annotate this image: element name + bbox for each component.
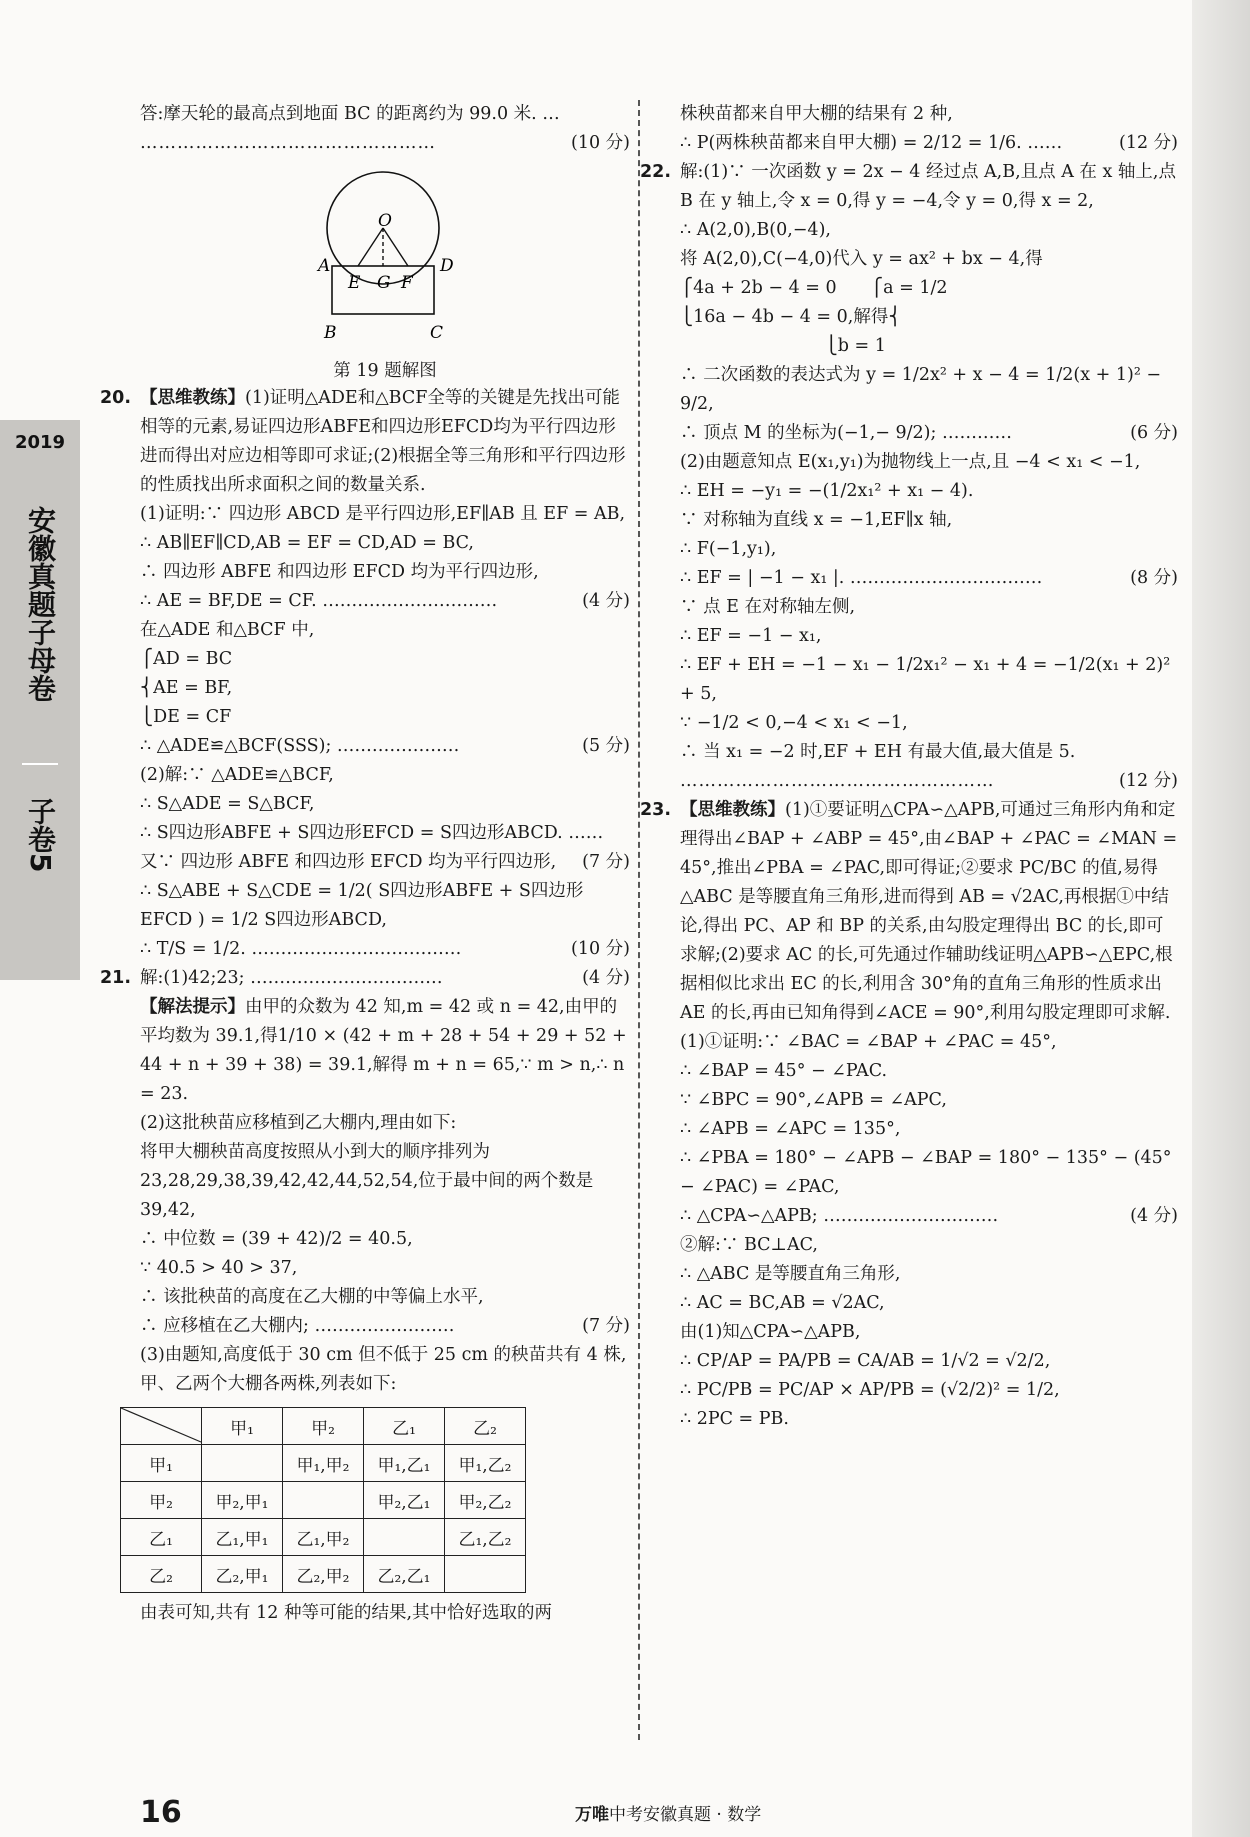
q23-j: 由(1)知△CPA∽△APB, <box>680 1322 861 1342</box>
q20-f1: ⎧AD = BC <box>140 649 233 669</box>
r2: ∴ P(两株秧苗都来自甲大棚) = 2/12 = 1/6. …… <box>680 133 1063 153</box>
label-C: C <box>430 323 444 343</box>
label-F: F <box>401 273 413 293</box>
table-row <box>121 1519 526 1556</box>
q20-f2: ⎨AE = BF, <box>140 678 233 698</box>
answer-line: 答:摩天轮的最高点到地面 BC 的距离约为 99.0 米. … <box>140 104 560 124</box>
footer-brand: 万唯 <box>575 1805 609 1825</box>
table-cell <box>283 1482 364 1519</box>
table-header: 甲₁ <box>202 1408 283 1445</box>
q21-c: 将甲大棚秧苗高度按照从小到大的顺序排列为 23,28,29,38,39,42,42,44,52,54,位于最中间的两个数是 39,42, <box>140 1142 594 1220</box>
row-header: 甲₂ <box>121 1482 202 1519</box>
q21-g-line <box>140 1312 630 1341</box>
table-cell: 甲₁,乙₂ <box>445 1445 526 1482</box>
q22-a: 解:(1)∵ 一次函数 y = 2x − 4 经过点 A,B,且点 A 在 x 轴上,点 B 在 y 轴上,令 x = 0,得 y = −4,令 y = 0,得 x = 2, <box>680 162 1176 211</box>
q20-d-score: (4 分) <box>582 591 630 611</box>
table-cell: 甲₂,乙₁ <box>364 1482 445 1519</box>
table-header: 乙₂ <box>445 1408 526 1445</box>
q23-hint-tag: 【思维教练】 <box>680 800 785 820</box>
label-O: O <box>378 211 392 231</box>
q23-l: ∴ PC/PB = PC/AP × AP/PB = (√2/2)² = 1/2, <box>680 1380 1060 1400</box>
q20-l: ∴ S△ABE + S△CDE = 1/2( S四边形ABFE + S四边形EFCD ) = 1/2 S四边形ABCD, <box>140 881 584 930</box>
q22-m-score: (8 分) <box>1130 568 1178 588</box>
q23-f-score: (4 分) <box>1130 1206 1178 1226</box>
q20-c: ∴ 四边形 ABFE 和四边形 EFCD 均为平行四边形, <box>140 562 539 582</box>
table-cell <box>202 1445 283 1482</box>
table-row <box>121 1445 526 1482</box>
q21-h: (3)由题知,高度低于 30 cm 但不低于 25 cm 的秧苗共有 4 株,甲、乙两个大棚各两株,列表如下: <box>140 1345 627 1394</box>
q20-hint <box>100 384 630 500</box>
page-number: 16 <box>140 1795 182 1830</box>
q22-l: ∴ F(−1,y₁), <box>680 539 777 559</box>
r1: 株秧苗都来自甲大棚的结果有 2 种, <box>680 104 953 124</box>
q21-g-score: (7 分) <box>582 1316 630 1336</box>
right-column <box>640 100 1178 1434</box>
q21-hint-text: 由甲的众数为 42 知,m = 42 或 n = 42,由甲的平均数为 39.1,得1/10 × (42 + m + 28 + 54 + 29 + 52 + 44 + n + 39 + 38) = 39.1,解得 m + n = 65,∵ m > n,∴ n = 23. <box>140 997 627 1104</box>
q22-i: (2)由题意知点 E(x₁,y₁)为抛物线上一点,且 −4 < x₁ < −1, <box>680 452 1141 472</box>
q22-q: ∵ −1/2 < 0,−4 < x₁ < −1, <box>680 713 908 733</box>
q22-f: ⎩b = 1 <box>680 336 886 356</box>
q22-n: ∵ 点 E 在对称轴左侧, <box>680 597 856 617</box>
q21-d: ∴ 中位数 = (39 + 42)/2 = 40.5, <box>140 1229 413 1249</box>
q23-hint-text: (1)①要证明△CPA∽△APB,可通过三角形内角和定理得出∠BAP + ∠ABP = 45°,由∠BAP + ∠PAC = ∠MAN = 45°,推出∠PBA = ∠PAC,即可得证;②要求 PC/BC 的值,易得△ABC 是等腰直角三角形,进而得到 AB = √2AC,再根据①中结论,得出 PC、AP 和 BP 的关系,由勾股定理得出 BC 的长,即可求解;(2)要求 AC 的长,可先通过作辅助线证明△APB∽△EPC,根据相似比求出 EC 的长,利用含 30°角的直角三角形的性质求出 AE 的长,再由已知角得到∠ACE = 90°,利用勾股定理即可求解. <box>680 800 1178 1023</box>
dots: ………………………………………… <box>140 133 436 153</box>
footer-text: 中考安徽真题 · 数学 <box>609 1805 762 1825</box>
line-of <box>383 228 408 266</box>
row-header: 乙₂ <box>121 1556 202 1593</box>
q20-g-score: (5 分) <box>582 736 630 756</box>
q20-m: ∴ T/S = 1/2. ……………………………… <box>140 939 462 959</box>
q22-h: ∴ 顶点 M 的坐标为(−1,− 9/2); ………… <box>680 423 1012 443</box>
table-row <box>121 1556 526 1593</box>
left-column <box>100 100 630 1628</box>
row-header: 乙₁ <box>121 1519 202 1556</box>
q23-h: ∴ △ABC 是等腰直角三角形, <box>680 1264 901 1284</box>
label-G: G <box>377 273 391 293</box>
score: (10 分) <box>571 133 630 153</box>
page-edge-shadow <box>1192 0 1250 1837</box>
table-cell: 甲₁,乙₁ <box>364 1445 445 1482</box>
q23-c: ∵ ∠BPC = 90°,∠APB = ∠APC, <box>680 1090 947 1110</box>
q21-hint <box>140 993 630 1109</box>
q22-k: ∵ 对称轴为直线 x = −1,EF∥x 轴, <box>680 510 953 530</box>
q21-f: ∴ 该批秧苗的高度在乙大棚的中等偏上水平, <box>140 1287 484 1307</box>
side-tab-sub: 子卷5 <box>22 763 58 895</box>
q22-g: ∴ 二次函数的表达式为 y = 1/2x² + x − 4 = 1/2(x + 1)² − 9/2, <box>680 365 1162 414</box>
q22-h-score: (6 分) <box>1130 423 1178 443</box>
table-header-row <box>121 1408 526 1445</box>
figure-19 <box>140 158 630 358</box>
q20-number: 20. <box>100 388 132 408</box>
table-cell: 甲₁,甲₂ <box>283 1445 364 1482</box>
table-cell: 乙₁,甲₁ <box>202 1519 283 1556</box>
table-cell: 乙₁,甲₂ <box>283 1519 364 1556</box>
table-cell: 乙₂,甲₂ <box>283 1556 364 1593</box>
q22-a-line <box>640 158 1178 216</box>
line-oe <box>358 228 383 266</box>
q21-b: (2)这批秧苗应移植到乙大棚内,理由如下: <box>140 1113 457 1133</box>
table-cell: 乙₂,乙₁ <box>364 1556 445 1593</box>
table-row <box>121 1482 526 1519</box>
q21-hint-tag: 【解法提示】 <box>140 997 245 1017</box>
r2-score: (12 分) <box>1119 133 1178 153</box>
label-A: A <box>318 256 331 276</box>
table-cell: 甲₂,乙₂ <box>445 1482 526 1519</box>
q22-e: ⎩16a − 4b − 4 = 0,解得⎨ <box>680 307 902 327</box>
q23-f: ∴ △CPA∽△APB; ………………………… <box>680 1206 999 1226</box>
q22-m: ∴ EF = | −1 − x₁ |. …………………………… <box>680 568 1043 588</box>
q23-f-line <box>680 1202 1178 1231</box>
q23-k: ∴ CP/AP = PA/PB = CA/AB = 1/√2 = √2/2, <box>680 1351 1051 1371</box>
q22-j: ∴ EH = −y₁ = −(1/2x₁² + x₁ − 4). <box>680 481 974 501</box>
q22-r-dots: …………………………………………… <box>680 771 995 791</box>
q21-a-line <box>100 964 630 993</box>
q22-h-line <box>680 419 1178 448</box>
q20-d-line <box>140 587 630 616</box>
table-cell: 乙₂,甲₁ <box>202 1556 283 1593</box>
q22-number: 22. <box>640 162 672 182</box>
label-E: E <box>348 273 361 293</box>
outcome-table <box>120 1407 526 1593</box>
q20-m-score: (10 分) <box>571 939 630 959</box>
score-line <box>140 129 630 158</box>
q20-a: (1)证明:∵ 四边形 ABCD 是平行四边形,EF∥AB 且 EF = AB, <box>140 504 626 524</box>
q23-number: 23. <box>640 800 672 820</box>
corner-diagonal <box>121 1408 201 1442</box>
q21-a-score: (4 分) <box>582 968 630 988</box>
q21-a: 解:(1)42;23; …………………………… <box>140 968 443 988</box>
q22-c: 将 A(2,0),C(−4,0)代入 y = ax² + bx − 4,得 <box>680 249 1043 269</box>
q22-m-line <box>680 564 1178 593</box>
q22-r-score: (12 分) <box>1119 771 1178 791</box>
q20-e: 在△ADE 和△BCF 中, <box>140 620 315 640</box>
side-tab <box>0 420 80 980</box>
q21-g: ∴ 应移植在乙大棚内; …………………… <box>140 1316 455 1336</box>
q22-b: ∴ A(2,0),B(0,−4), <box>680 220 831 240</box>
table-corner <box>121 1408 202 1445</box>
q21-e: ∵ 40.5 > 40 > 37, <box>140 1258 298 1278</box>
label-D: D <box>440 256 454 276</box>
q20-k: 又∵ 四边形 ABFE 和四边形 EFCD 均为平行四边形, <box>140 852 557 872</box>
row-header: 甲₁ <box>121 1445 202 1482</box>
q23-i: ∴ AC = BC,AB = √2AC, <box>680 1293 885 1313</box>
q23-e: ∴ ∠PBA = 180° − ∠APB − ∠BAP = 180° − 135° − (45° − ∠PAC) = ∠PAC, <box>680 1148 1172 1197</box>
q23-b: ∴ ∠BAP = 45° − ∠PAC. <box>680 1061 888 1081</box>
q20-b: ∴ AB∥EF∥CD,AB = EF = CD,AD = BC, <box>140 533 474 553</box>
q22-r: ∴ 当 x₁ = −2 时,EF + EH 有最大值,最大值是 5. <box>680 742 1076 762</box>
q20-j: ∴ S四边形ABFE + S四边形EFCD = S四边形ABCD. …… <box>140 823 604 843</box>
q22-o: ∴ EF = −1 − x₁, <box>680 626 822 646</box>
table-cell <box>364 1519 445 1556</box>
q23-a: (1)①证明:∵ ∠BAC = ∠BAP + ∠PAC = 45°, <box>680 1032 1057 1052</box>
q20-j-score: (7 分) <box>582 852 630 872</box>
q23-g: ②解:∵ BC⊥AC, <box>680 1235 818 1255</box>
table-cell: 甲₂,甲₁ <box>202 1482 283 1519</box>
r2-line <box>680 129 1178 158</box>
q22-p: ∴ EF + EH = −1 − x₁ − 1/2x₁² − x₁ + 4 = −1/2(x₁ + 2)² + 5, <box>680 655 1171 704</box>
side-tab-title: 安徽真题子母卷 <box>24 506 57 702</box>
q21-number: 21. <box>100 968 132 988</box>
table-cell: 乙₁,乙₂ <box>445 1519 526 1556</box>
q20-f3: ⎩DE = CF <box>140 707 232 727</box>
q21-i: 由表可知,共有 12 种等可能的结果,其中恰好选取的两 <box>140 1603 553 1623</box>
side-tab-year: 2019 <box>14 432 66 453</box>
column-divider <box>638 100 640 1740</box>
q20-i: ∴ S△ADE = S△BCF, <box>140 794 315 814</box>
q23-hint <box>640 796 1178 1028</box>
q23-m: ∴ 2PC = PB. <box>680 1409 789 1429</box>
q20-h: (2)解:∵ △ADE≌△BCF, <box>140 765 334 785</box>
table-header: 乙₁ <box>364 1408 445 1445</box>
q20-d: ∴ AE = BF,DE = CF. ………………………… <box>140 591 498 611</box>
figure-caption: 第 19 题解图 <box>333 361 437 381</box>
label-B: B <box>324 323 337 343</box>
footer <box>575 1800 761 1825</box>
q20-m-line <box>140 935 630 964</box>
q20-g-line <box>140 732 630 761</box>
q22-d: ⎧4a + 2b − 4 = 0 ⎧a = 1/2 <box>680 278 948 298</box>
table-cell <box>445 1556 526 1593</box>
q20-g: ∴ △ADE≌△BCF(SSS); ………………… <box>140 736 460 756</box>
table-header: 甲₂ <box>283 1408 364 1445</box>
q20-hint-tag: 【思维教练】 <box>140 388 245 408</box>
q22-r-score-line <box>680 767 1178 796</box>
q20-hint-text: (1)证明△ADE和△BCF全等的关键是先找出可能相等的元素,易证四边形ABFE和四边形EFCD均为平行四边形进而得出对应边相等即可求证;(2)根据全等三角形和平行四边形的性质找出所求面积之间的数量关系. <box>140 388 626 495</box>
figure-19-svg <box>140 158 630 358</box>
q23-d: ∴ ∠APB = ∠APC = 135°, <box>680 1119 901 1139</box>
